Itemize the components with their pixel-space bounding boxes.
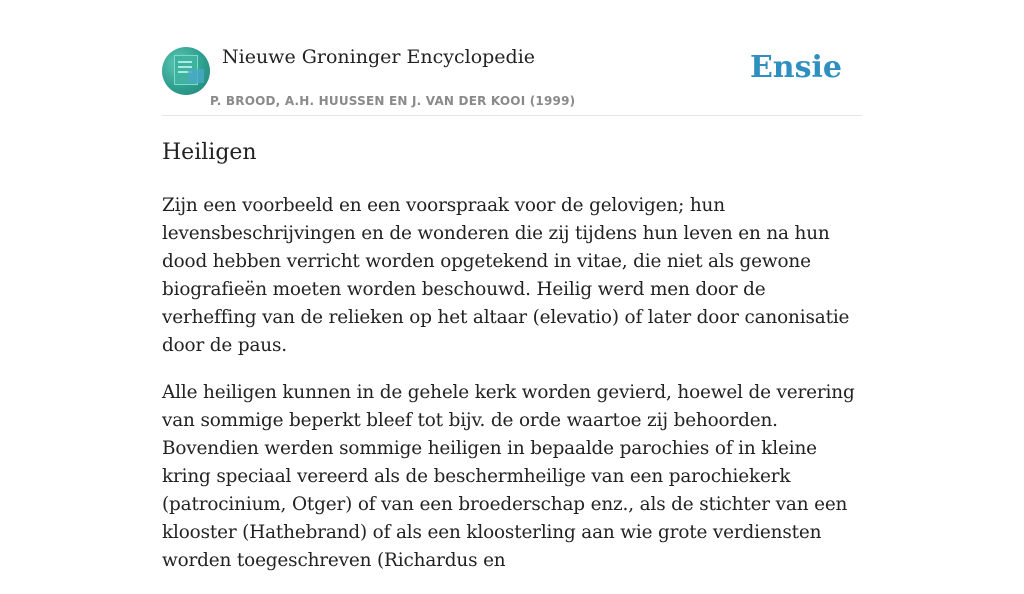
source-authors: P. BROOD, A.H. HUUSSEN EN J. VAN DER KOOI (1999) [210,94,576,108]
source-header [162,0,862,116]
article-paragraph: Zijn een voorbeeld en een voorspraak voor de gelovigen; hun levensbeschrijvingen en de wonderen die zij tijdens hun leven en na hun dood hebben verricht worden opgetekend in vitae, die niet als gewone biografieën moeten worden beschouwd. Heilig werd men door de verheffing van de relieken op het altaar (elevatio) of later door canonisatie door de paus. [162,195,850,356]
cover-accent [188,69,204,83]
source-title[interactable]: Nieuwe Groninger Encyclopedie [222,46,536,68]
source-cover-icon[interactable] [162,47,210,95]
content-container [162,0,862,571]
article-title: Heiligen [162,140,257,165]
article-body [162,192,862,594]
brand-logo[interactable]: Ensie [749,50,842,85]
article-paragraph: Alle heiligen kunnen in de gehele kerk worden gevierd, hoewel de verering van sommige beperkt bleef tot bijv. de orde waartoe zij behoorden. Bovendien werden sommige heiligen in bepaalde parochies of in kleine kring speciaal vereerd als de beschermheilige van een parochiekerk (patrocinium, Otger) of van een broederschap enz., als de stichter van een klooster (Hathebrand) of als een kloosterling aan wie grote verdiensten worden toegeschreven (Richardus en [162,382,855,571]
